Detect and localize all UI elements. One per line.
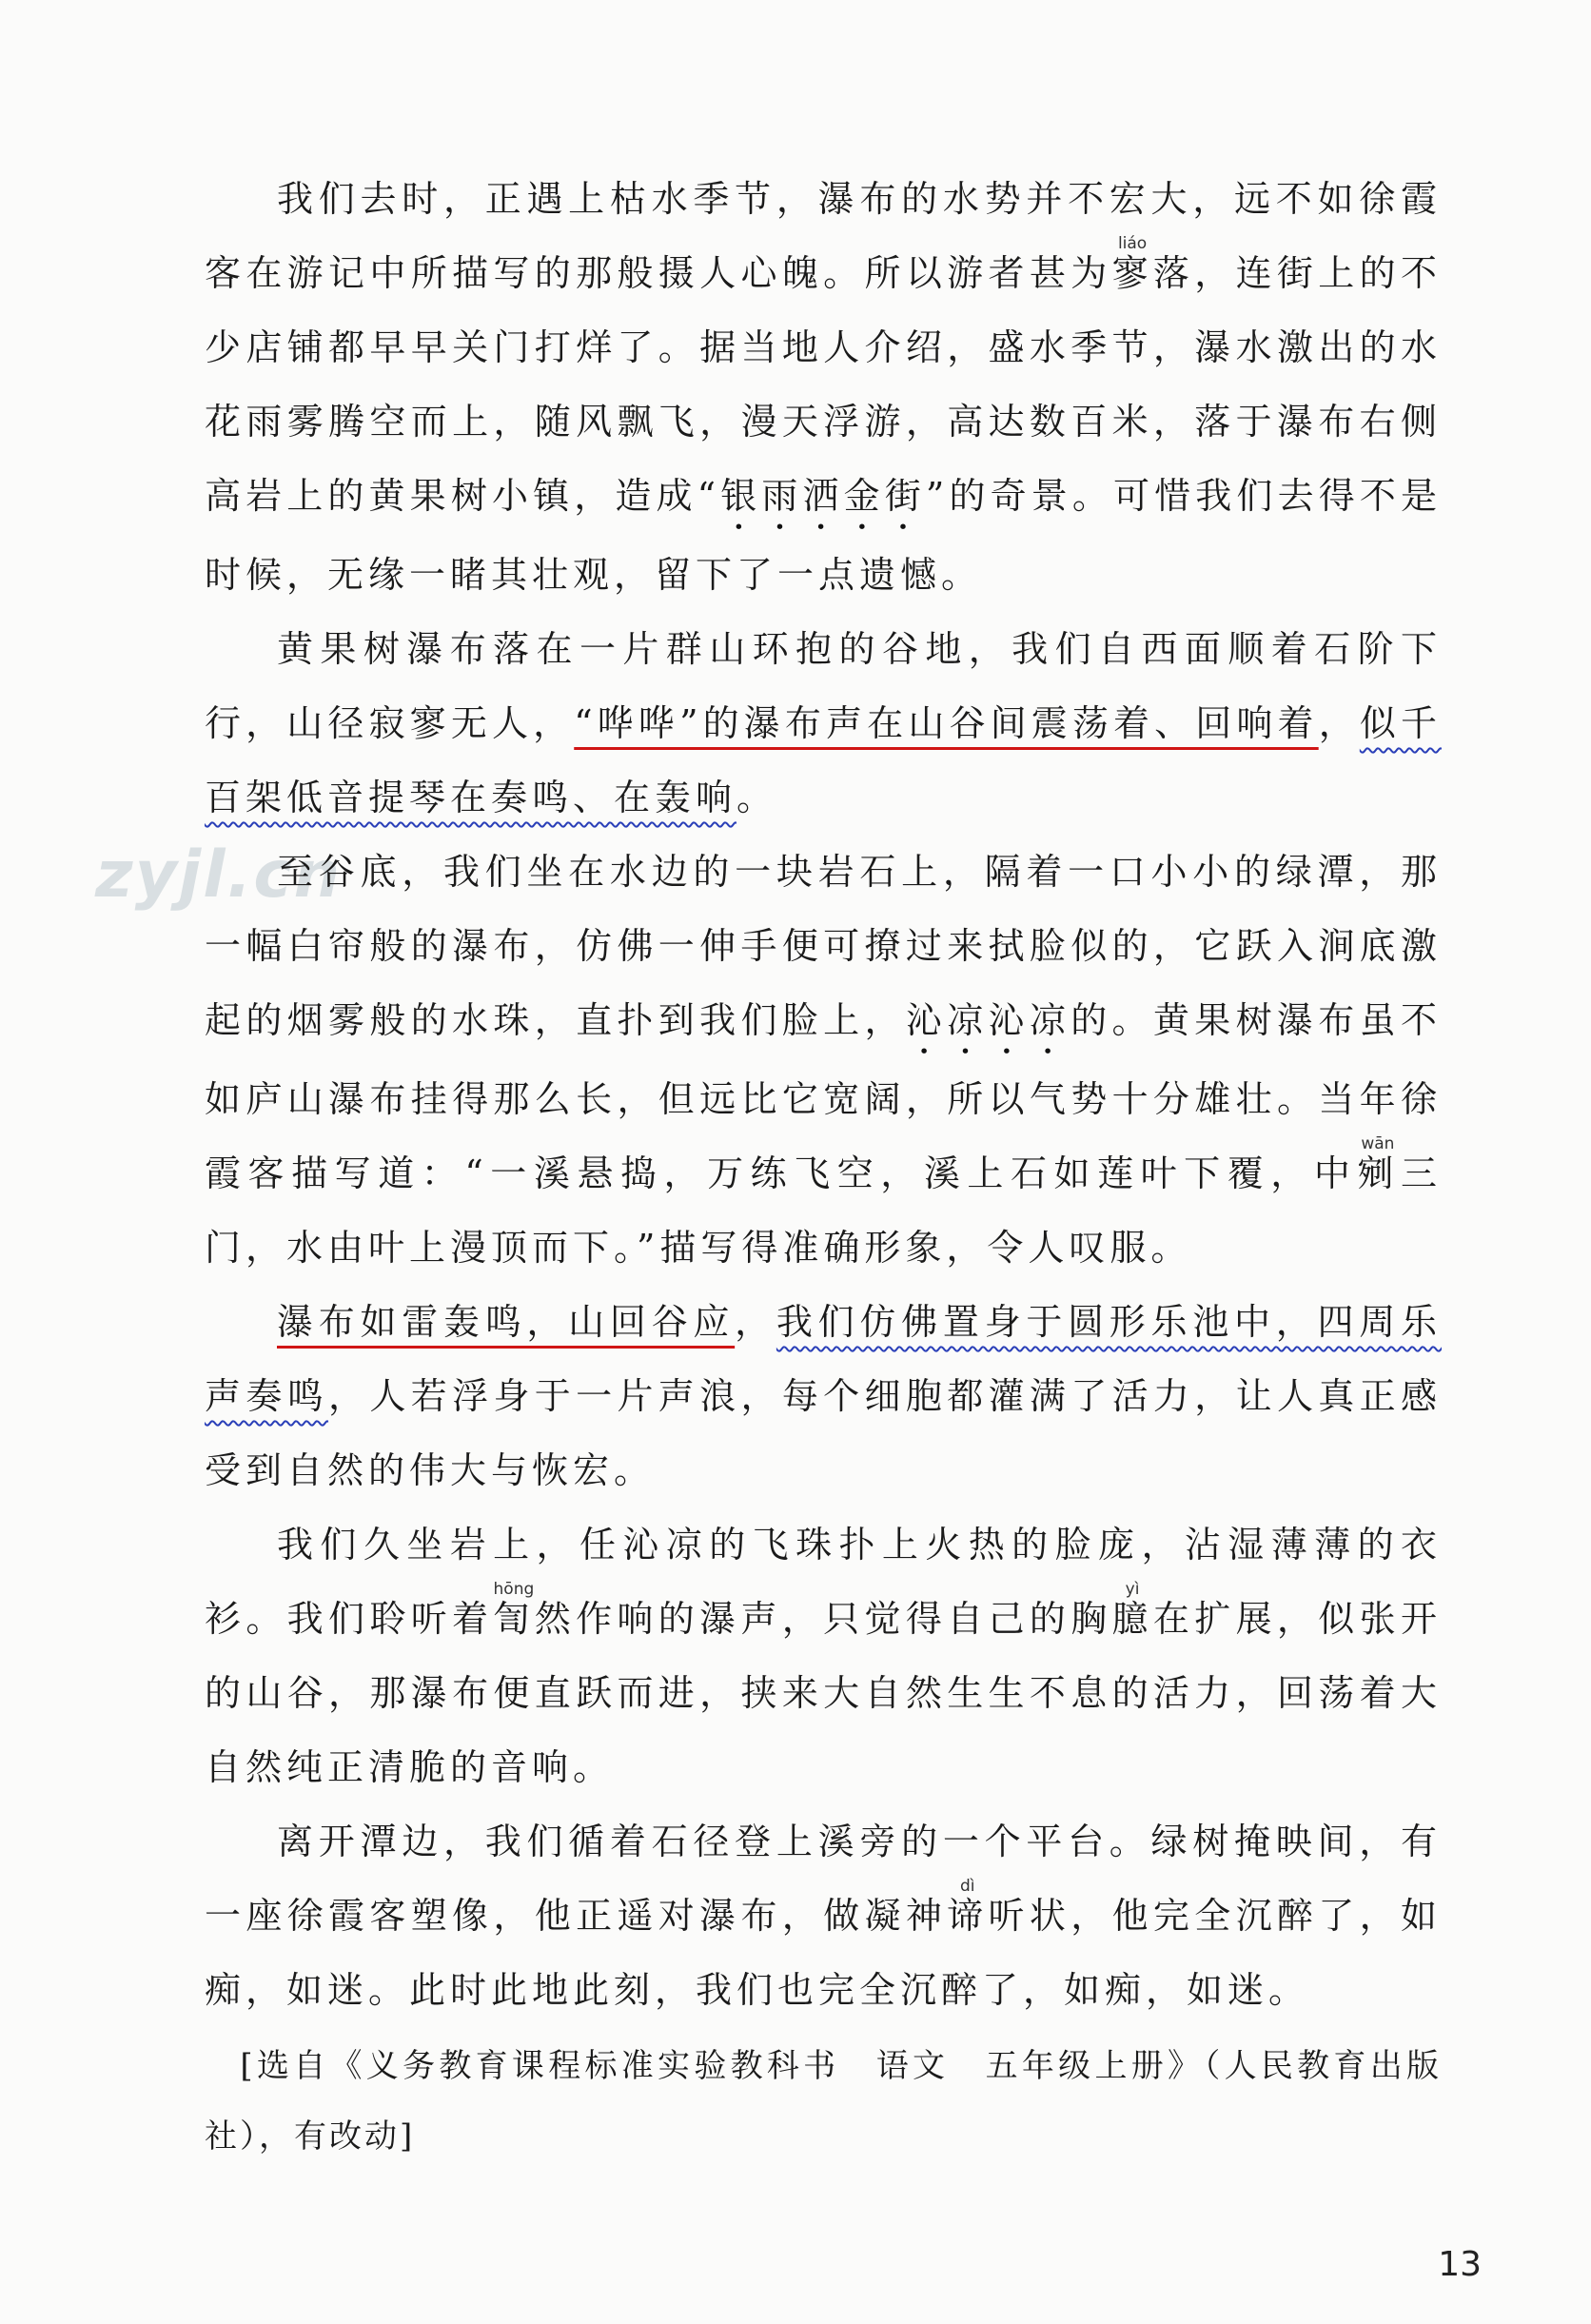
text-run: ， [735,1301,776,1343]
pinyin-annotation [947,1877,989,1937]
annotated-char: 谛 [947,1895,989,1937]
text-run: 落，连街上的不少店铺都早早关门打烊了。据当地人介绍，盛水季节，瀑水激出的水花雨雾腾空而上，随风飘飞，漫天浮游，高达数百米，落于瀑布右侧高岩上的黄果树小镇，造成“ [205,252,1442,517]
red-underlined-text: 瀑布如雷轰鸣，山回谷应 [277,1301,736,1343]
source-citation: [选自《义务教育课程标准实验教科书 语文 五年级上册》（人民教育出版社），有改动] [205,2047,1442,2156]
text-run: 离开潭边，我们循着石径登上溪旁的一个平台。绿树掩映间，有一座徐霞客塑像，他正遥对瀑布，做凝神 [205,1821,1442,1937]
text-run: ”的奇景。可惜我们去得不是时候，无缘一睹其壮观，留下了一点遗憾。 [205,475,1442,596]
emphasis-dotted-text: 沁凉沁凉 [905,999,1071,1041]
text-run: ，人若浮身于一片声浪，每个细胞都灌满了活力，让人真正感受到自然的伟大与恢宏。 [205,1375,1442,1491]
annotated-char: 臆 [1111,1598,1153,1640]
paragraph-1 [205,162,1442,612]
text-run: 在扩展，似张开的山谷，那瀑布便直跃而进，挟来大自然生生不息的活力，回荡着大自然纯正清脆的音响。 [205,1598,1442,1788]
paragraph-4 [205,1285,1442,1507]
annotated-char: 寥 [1111,252,1153,294]
watermark: zyjl.cn [95,837,343,913]
text-run: 听状，他完全沉醉了，如痴，如迷。此时此地此刻，我们也完全沉醉了，如痴，如迷。 [205,1895,1442,2011]
paragraph-5 [205,1507,1442,1804]
pinyin-annotation [1111,234,1153,294]
emphasis-dotted-text: 银雨洒金街 [720,475,926,517]
page-number: 13 [1438,2245,1482,2284]
pinyin: wān [1357,1134,1399,1153]
pinyin-annotation [1357,1134,1401,1194]
wavy-underlined-text: 我们仿佛置身于圆形乐池中，四周乐声奏鸣 [205,1301,1442,1417]
text-run: 。 [737,777,778,818]
text-run: 我们久坐岩上，任沁凉的飞珠扑上火热的脸庞，沾湿薄薄的衣衫。我们聆听着 [205,1524,1442,1640]
text-run: 我们去时，正遇上枯水季节，瀑布的水势并不宏大，远不如徐霞客在游记中所描写的那般摄人心魄。所以游者甚为 [205,178,1442,294]
text-run: 然作响的瀑声，只觉得自己的胸 [534,1598,1112,1640]
pinyin-annotation [493,1580,535,1640]
pinyin: hōng [493,1580,535,1599]
text-run: 黄果树瀑布落在一片群山环抱的谷地，我们自西面顺着石阶下行，山径寂寥无人， [205,628,1442,744]
pinyin: dì [947,1877,989,1896]
text-run: 三门，水由叶上漫顶而下。”描写得准确形象，令人叹服。 [205,1152,1442,1269]
paragraph-3 [205,835,1442,1285]
text-run: 至谷底，我们坐在水边的一块岩石上，隔着一口小小的绿潭，那一幅白帘般的瀑布，仿佛一伸手便可撩过来拭脸似的，它跃入涧底激起的烟雾般的水珠，直扑到我们脸上， [205,851,1442,1041]
pinyin: yì [1111,1580,1153,1599]
paragraph-6 [205,1804,1442,2027]
pinyin: liáo [1111,234,1153,253]
pinyin-annotation [1111,1580,1153,1640]
annotated-char: 訇 [493,1598,535,1640]
wavy-underlined-text: 似千百架低音提琴在奏鸣、在轰响 [205,702,1442,818]
text-run: ， [1318,702,1360,744]
article-body [205,162,1442,2172]
text-run: 的。黄果树瀑布虽不如庐山瀑布挂得那么长，但远比它宽阔，所以气势十分雄壮。当年徐霞客描写道：“一溪悬捣，万练飞空，溪上石如莲叶下覆，中 [205,999,1442,1194]
red-underlined-text: “哗哗”的瀑布声在山谷间震荡着、回响着 [574,702,1319,744]
paragraph-2 [205,612,1442,835]
annotated-char: 剜 [1357,1152,1401,1194]
